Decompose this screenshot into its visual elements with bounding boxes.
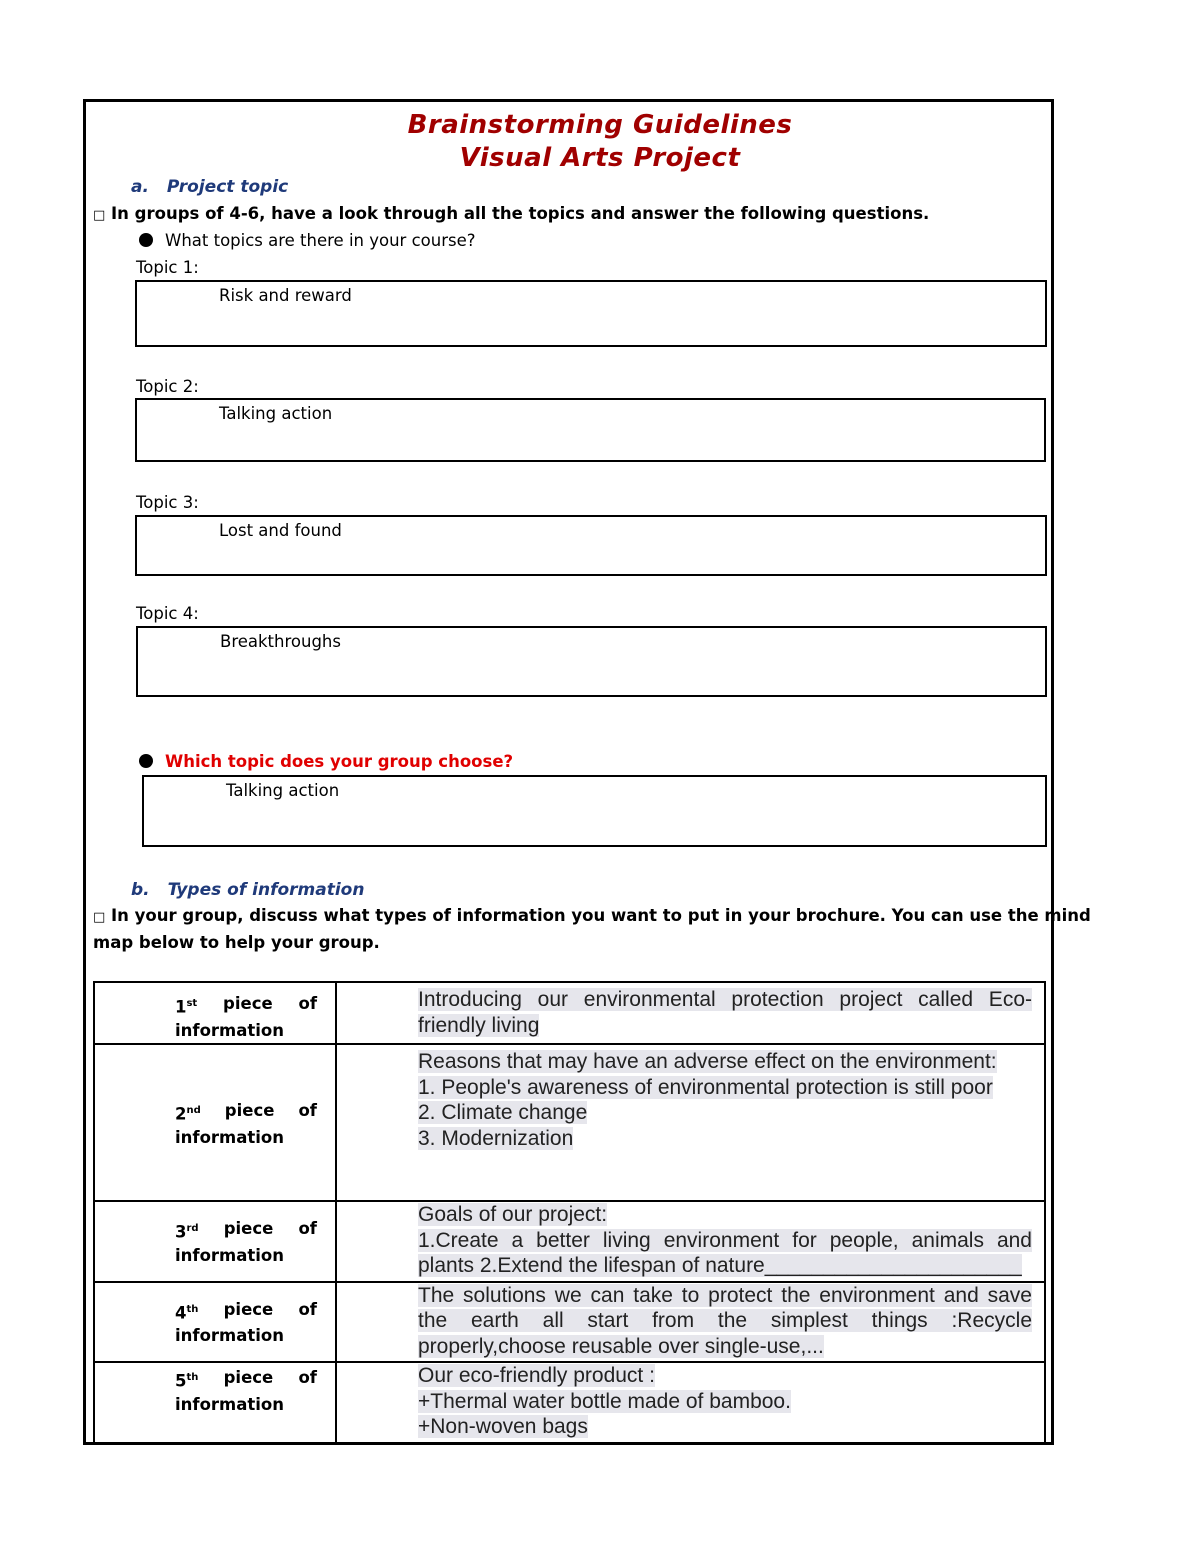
- bullet-icon: [139, 233, 153, 247]
- row-label: 1st piece of information: [94, 982, 336, 1044]
- section-a-title: Project topic: [166, 177, 289, 197]
- table-row: [94, 1282, 1045, 1363]
- topics-question: [139, 231, 476, 250]
- information-table: [93, 981, 1046, 1444]
- section-a-instruction: [93, 204, 929, 223]
- instruction-text: In your group, discuss what types of information you want to put in your brochure. You can use the mind: [111, 906, 1091, 925]
- section-b-title: Types of information: [167, 880, 365, 900]
- row-value[interactable]: Introducing our environmental protection project called Eco-friendly living: [336, 982, 1045, 1044]
- bullet-icon: [139, 754, 153, 768]
- page-title: Brainstorming Guidelines: [407, 110, 793, 140]
- table-row: [94, 982, 1045, 1044]
- table-row: [94, 1362, 1045, 1443]
- page-subtitle: Visual Arts Project: [459, 143, 741, 173]
- row-label: 4th piece of information: [94, 1282, 336, 1363]
- topic-3-answer: Lost and found: [219, 521, 342, 540]
- row-label: 2nd piece of information: [94, 1044, 336, 1201]
- topic-2-label: Topic 2:: [136, 377, 199, 396]
- topic-4-label: Topic 4:: [136, 604, 199, 623]
- topic-1-label: Topic 1:: [136, 258, 199, 277]
- section-b-heading: [131, 880, 364, 900]
- topic-2-answer-box[interactable]: [135, 398, 1046, 462]
- section-a-marker: a.: [131, 177, 149, 197]
- topic-4-answer: Breakthroughs: [220, 632, 341, 651]
- topic-1-answer-box[interactable]: [135, 280, 1047, 347]
- checkbox-glyph-icon: □: [93, 910, 106, 925]
- topic-4-answer-box[interactable]: [136, 626, 1047, 697]
- choose-question-text: Which topic does your group choose?: [165, 752, 514, 771]
- topic-3-label: Topic 3:: [136, 493, 199, 512]
- question-text: What topics are there in your course?: [165, 231, 476, 250]
- row-value[interactable]: The solutions we can take to protect the environment and save the earth all start from the simplest things :Recycle properly,choose reusable over single-use,...: [336, 1282, 1045, 1363]
- section-b-instruction-line1: [93, 906, 1091, 925]
- section-b-instruction-line2: map below to help your group.: [93, 933, 380, 952]
- row-label: 3rd piece of information: [94, 1201, 336, 1282]
- row-value[interactable]: Reasons that may have an adverse effect on the environment: 1. People's awareness of environmental protection is still poor 2. Climate change 3. Modernization: [336, 1044, 1045, 1201]
- instruction-text: In groups of 4-6, have a look through all the topics and answer the following questions.: [111, 204, 930, 223]
- topic-3-answer-box[interactable]: [135, 515, 1047, 576]
- checkbox-glyph-icon: □: [93, 208, 106, 223]
- topic-2-answer: Talking action: [219, 404, 333, 423]
- chosen-topic-answer: Talking action: [226, 781, 340, 800]
- choose-topic-question: [139, 752, 513, 771]
- row-value[interactable]: Goals of our project: 1.Create a better living environment for people, animals and plants 2.Extend the lifespan of nature______________________: [336, 1201, 1045, 1282]
- topic-1-answer: Risk and reward: [219, 286, 352, 305]
- row-value[interactable]: Our eco-friendly product : +Thermal water bottle made of bamboo. +Non-woven bags: [336, 1362, 1045, 1443]
- chosen-topic-answer-box[interactable]: [142, 775, 1047, 847]
- row-label: 5th piece of information: [94, 1362, 336, 1443]
- table-row: [94, 1201, 1045, 1282]
- section-b-marker: b.: [131, 880, 150, 900]
- table-row: [94, 1044, 1045, 1201]
- section-a-heading: [131, 177, 288, 197]
